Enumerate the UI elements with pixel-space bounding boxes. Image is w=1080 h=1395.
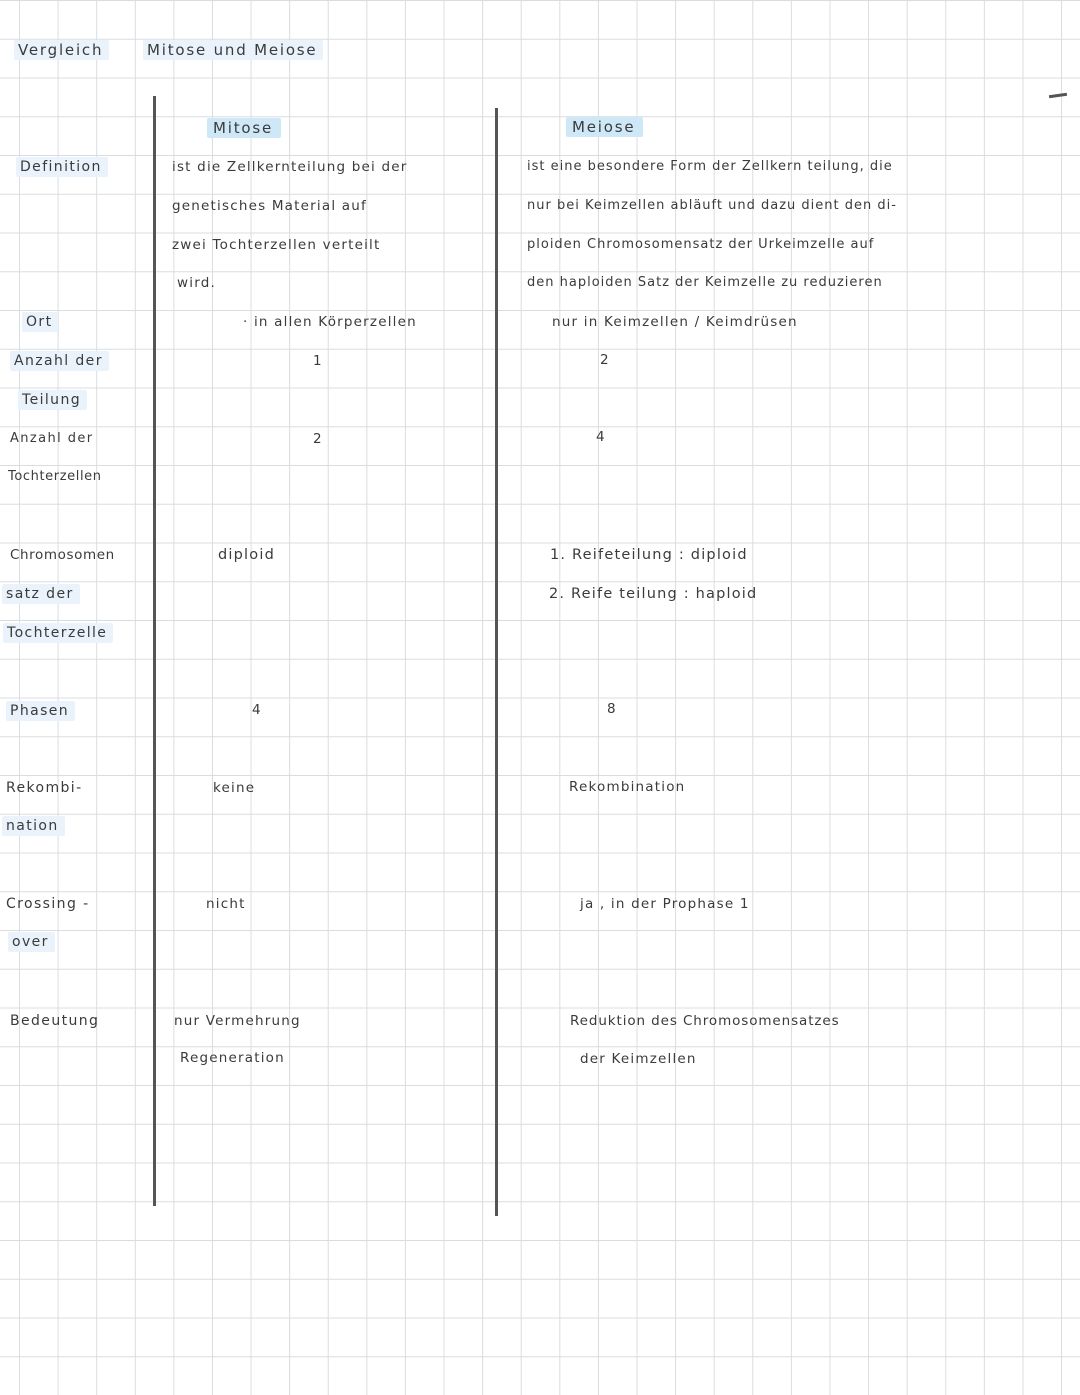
bedeutung-meiose: der Keimzellen: [580, 1051, 697, 1067]
row-label-crossing-over: over: [8, 932, 55, 952]
rekombination-meiose: Rekombination: [569, 779, 686, 795]
row-label-chromosomensatz: satz der: [2, 584, 80, 604]
anzahl-tochterzellen-meiose: 4: [596, 429, 606, 445]
column-header-mitose: Mitose: [207, 118, 281, 138]
anzahl-teilung-mitose: 1: [313, 353, 323, 369]
chromosomensatz-mitose: diploid: [218, 547, 275, 563]
definition-meiose-line: den haploiden Satz der Keimzelle zu reduzieren: [527, 275, 883, 290]
row-label-anzahl-teilung: Teilung: [18, 390, 87, 410]
row-label-crossing-over: Crossing -: [6, 896, 90, 912]
row-label-rekombination: Rekombi-: [6, 780, 83, 796]
row-label-anzahl-tochterzellen: Anzahl der: [10, 431, 94, 446]
row-label-anzahl-tochterzellen: Tochterzellen: [8, 469, 102, 484]
phasen-meiose: 8: [607, 701, 617, 717]
definition-mitose-line: wird.: [177, 275, 216, 291]
bedeutung-meiose: Reduktion des Chromosomensatzes: [570, 1013, 840, 1029]
crossing-over-mitose: nicht: [206, 896, 246, 912]
chromosomensatz-meiose: 1. Reifeteilung : diploid: [550, 547, 748, 563]
bedeutung-mitose: Regeneration: [180, 1050, 285, 1066]
crossing-over-meiose: ja , in der Prophase 1: [580, 896, 750, 912]
row-label-phasen: Phasen: [6, 701, 75, 721]
ort-meiose: nur in Keimzellen / Keimdrüsen: [552, 314, 798, 330]
definition-meiose-line: ist eine besondere Form der Zellkern teilung, die: [527, 159, 893, 174]
chromosomensatz-meiose: 2. Reife teilung : haploid: [549, 586, 758, 602]
column-divider-right: [495, 108, 498, 1216]
definition-meiose-line: ploiden Chromosomensatz der Urkeimzelle auf: [527, 237, 875, 252]
title-vergleich: Vergleich: [14, 40, 109, 60]
ort-mitose: · in allen Körperzellen: [243, 314, 417, 330]
column-divider-left: [153, 96, 156, 1206]
column-header-meiose: Meiose: [566, 117, 643, 137]
title-mitose-meiose: Mitose und Meiose: [143, 40, 323, 60]
row-label-chromosomensatz: Tochterzelle: [3, 623, 113, 643]
rekombination-mitose: keine: [213, 780, 256, 796]
row-label-ort: Ort: [22, 312, 58, 332]
definition-mitose-line: ist die Zellkernteilung bei der: [172, 159, 408, 175]
row-label-definition: Definition: [16, 157, 108, 177]
row-label-rekombination: nation: [2, 816, 65, 836]
definition-mitose-line: genetisches Material auf: [172, 198, 367, 214]
bedeutung-mitose: nur Vermehrung: [174, 1013, 301, 1029]
definition-meiose-line: nur bei Keimzellen abläuft und dazu dient den di-: [527, 198, 897, 213]
corner-mark: [1049, 93, 1067, 98]
phasen-mitose: 4: [252, 702, 262, 718]
anzahl-tochterzellen-mitose: 2: [313, 431, 323, 447]
anzahl-teilung-meiose: 2: [600, 352, 610, 368]
row-label-anzahl-teilung: Anzahl der: [10, 351, 109, 371]
row-label-chromosomensatz: Chromosomen: [10, 547, 115, 563]
definition-mitose-line: zwei Tochterzellen verteilt: [172, 237, 381, 253]
row-label-bedeutung: Bedeutung: [10, 1013, 100, 1029]
